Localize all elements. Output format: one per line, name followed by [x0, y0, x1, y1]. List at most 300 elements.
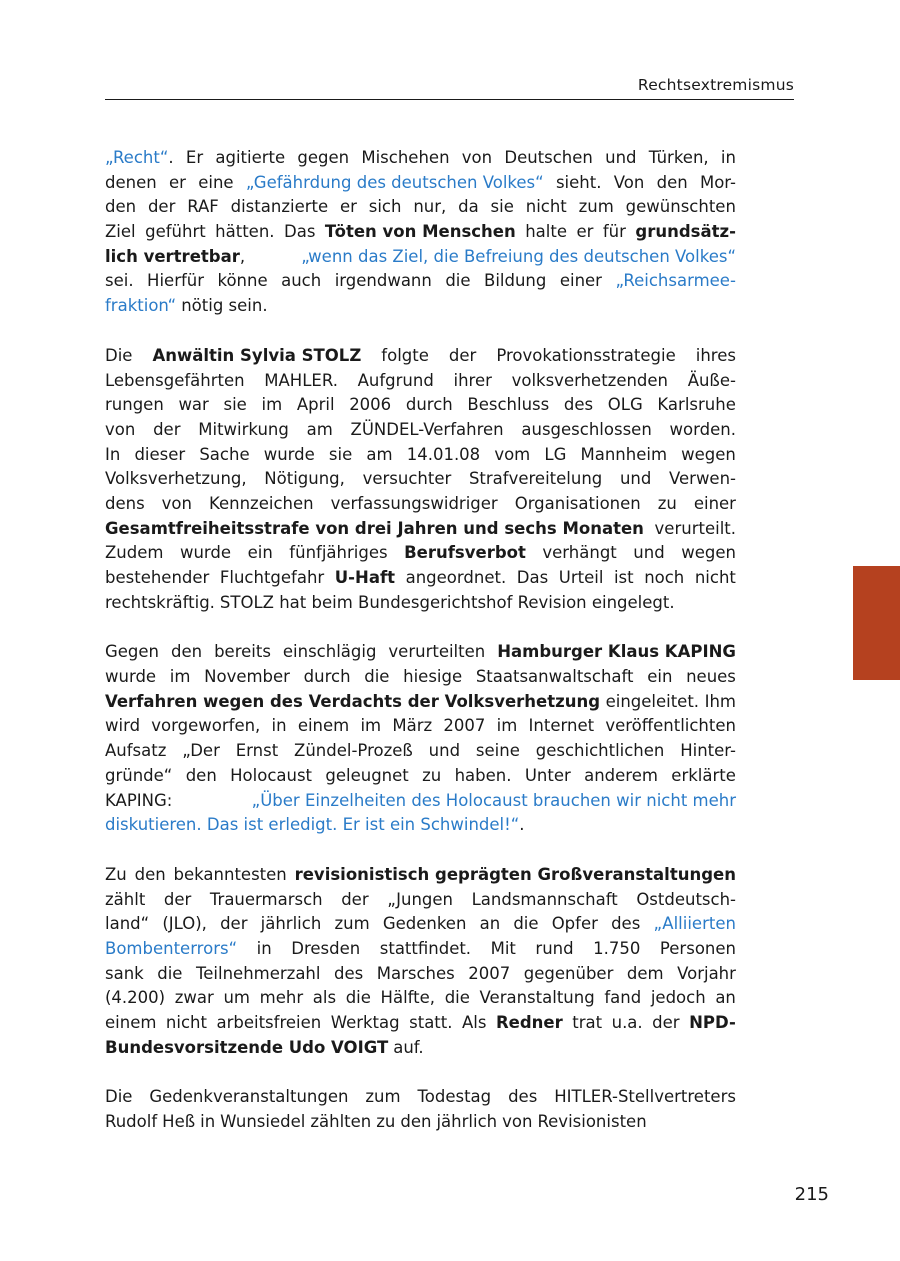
text-segment: irgendwann [334, 271, 432, 291]
text-segment: wurde [179, 543, 232, 563]
text-segment: Heß [162, 1112, 196, 1132]
text-segment: Fluchtgefahr [219, 568, 325, 587]
text-line [105, 393, 736, 418]
quoted-text: diskutieren. Das ist erledigt. Er ist ein Schwindel!“ [105, 815, 520, 835]
text-segment: Provokationsstrategie [496, 345, 676, 365]
text-segment: des [333, 963, 364, 983]
paragraph [105, 640, 736, 838]
quoted-text: „Alliierten [653, 914, 736, 934]
text-segment: . [168, 148, 174, 167]
text-segment: jährlich [436, 1112, 498, 1132]
text-segment: am [306, 419, 333, 439]
text-segment: versuchter [362, 469, 452, 489]
text-segment: KAPING: [105, 790, 173, 810]
text-segment: 2007 [468, 963, 511, 983]
text-segment: (JLO), [162, 914, 207, 934]
text-segment: und [619, 469, 652, 489]
text-segment: eine [198, 172, 234, 192]
text-segment: gründe“ [105, 765, 173, 785]
text-line [105, 369, 736, 394]
text-segment: Unter [524, 765, 571, 785]
text-segment: im [496, 716, 518, 736]
text-segment: trat [572, 1013, 603, 1032]
text-segment: nicht [525, 197, 567, 217]
text-segment: neues [686, 667, 736, 687]
chapter-side-tab [853, 566, 900, 680]
text-line [105, 517, 736, 542]
text-segment: u.a. [611, 1013, 643, 1032]
text-segment: hätten. [215, 222, 275, 242]
text-segment: Lebensgefährten [105, 370, 245, 390]
text-segment: bekanntesten [173, 864, 287, 884]
text-segment: Zu [105, 864, 127, 884]
text-segment: geschichtlichen [535, 741, 665, 761]
text-segment: von [105, 419, 136, 439]
text-segment: fand [604, 988, 642, 1008]
text-line [105, 541, 736, 566]
quoted-text: „Recht“ [105, 148, 169, 167]
text-segment: OLG [607, 395, 643, 415]
text-segment: Karlsruhe [657, 395, 736, 415]
text-segment: die [444, 988, 470, 1008]
text-segment: mehr [259, 988, 304, 1008]
text-segment: 2007 [443, 716, 486, 736]
text-segment: Hinter- [680, 741, 736, 761]
text-segment: auch [281, 271, 322, 291]
text-segment: distanzierte [230, 197, 329, 217]
text-segment: Mor- [699, 172, 736, 192]
text-segment: Aufgrund [357, 370, 434, 390]
body-text [105, 146, 736, 1160]
text-segment: Holocaust [230, 765, 313, 785]
text-segment: haben. [454, 765, 512, 785]
text-segment: in [271, 716, 287, 736]
text-line [105, 912, 736, 937]
paragraph [105, 863, 736, 1061]
text-line [105, 714, 736, 739]
bold-text: Verfahren wegen des Verdachts der Volksverhetzung [105, 691, 601, 711]
text-segment: sieht. [555, 172, 602, 192]
text-segment: Nötigung, [264, 469, 345, 489]
text-segment: im [360, 716, 382, 736]
text-segment: des [508, 1087, 538, 1107]
text-segment: in [200, 1112, 216, 1132]
text-segment: Ziel [105, 222, 136, 242]
text-segment: der [220, 914, 248, 934]
text-segment: einem [105, 1013, 157, 1032]
text-segment: Urteil [558, 568, 604, 587]
text-line [105, 418, 736, 443]
text-segment: sich [368, 197, 402, 217]
paragraph [105, 146, 736, 319]
text-segment: Todestag [417, 1087, 492, 1107]
text-segment: erklärte [671, 765, 736, 785]
text-segment: eingeleitet. [605, 691, 700, 711]
text-segment: Ostdeutsch- [636, 889, 736, 909]
text-segment: die [157, 963, 183, 983]
text-group [105, 813, 525, 838]
text-line [105, 1011, 736, 1036]
text-segment: zum [365, 1087, 401, 1107]
bold-text: Bundesvorsitzende Udo VOIGT [105, 1037, 389, 1057]
running-header-title: Rechtsextremismus [637, 76, 794, 94]
text-segment: den [656, 172, 688, 192]
text-segment: Volksverhetzung, [105, 469, 247, 489]
text-segment: Hierfür [147, 271, 205, 291]
text-segment: Äuße- [687, 370, 736, 390]
text-segment: einer [693, 493, 736, 513]
text-segment: Gedenken [382, 914, 467, 934]
text-segment: einem [297, 716, 350, 736]
text-segment: verhängt [542, 543, 617, 563]
text-segment: statt. [409, 1013, 453, 1032]
text-segment: Die [105, 1087, 133, 1107]
text-segment: Trauermarsch [209, 889, 323, 909]
text-line [105, 789, 736, 814]
text-segment: volksverhetzenden [511, 370, 669, 390]
text-segment: zum [578, 197, 614, 217]
text-segment: agitierte [215, 148, 286, 167]
text-segment: Landsmannschaft [471, 889, 618, 909]
text-segment: sie [328, 444, 353, 464]
text-line [105, 813, 736, 838]
text-segment: Ernst [235, 741, 279, 761]
text-line [105, 1110, 736, 1135]
text-group [105, 146, 174, 171]
text-segment: nötig sein. [181, 296, 268, 316]
text-segment: er [168, 172, 186, 192]
text-segment: der [448, 345, 477, 365]
text-segment: Die [105, 345, 133, 365]
text-segment: land“ [105, 914, 150, 934]
text-segment: arbeitsfreien [216, 1013, 322, 1032]
bold-text: Anwältin Sylvia STOLZ [152, 345, 362, 365]
text-line [105, 467, 736, 492]
text-segment: von [161, 493, 192, 513]
text-segment: der [147, 197, 176, 217]
text-segment: im [169, 667, 191, 687]
text-segment: der [163, 889, 192, 909]
text-line [105, 245, 736, 270]
quoted-text: fraktion“ [105, 296, 177, 316]
text-segment: zählt [105, 889, 146, 909]
text-segment: ZÜNDEL-Verfahren [350, 419, 504, 439]
text-segment: Personen [659, 938, 736, 958]
bold-text: Gesamtfreiheitsstrafe von drei Jahren und sechs Monaten [105, 518, 644, 538]
text-line [105, 146, 736, 171]
text-segment: April [296, 395, 335, 415]
text-line [105, 1085, 736, 1110]
text-segment: anderem [584, 765, 658, 785]
text-segment: STOLZ hat beim Bundesgerichtshof Revision eingelegt. [219, 592, 675, 612]
text-segment: 1.750 [593, 938, 641, 958]
text-segment: nur, [413, 197, 447, 217]
text-segment: Mannheim [580, 444, 668, 464]
text-segment: verurteilten [388, 642, 486, 662]
text-segment: des [611, 914, 641, 934]
text-segment: Opfer [551, 914, 598, 934]
text-segment: durch [303, 667, 351, 687]
text-segment: wurde [105, 667, 157, 687]
text-segment: den [134, 864, 166, 884]
text-segment: Dresden [291, 938, 361, 958]
bold-text: Hamburger Klaus KAPING [497, 642, 736, 662]
text-segment: die [513, 914, 539, 934]
text-line [105, 591, 736, 616]
text-group [105, 245, 245, 270]
text-segment: war [178, 395, 209, 415]
text-segment: die [364, 667, 390, 687]
text-segment: nicht [694, 568, 736, 587]
text-line [105, 566, 736, 591]
text-line [105, 640, 736, 665]
text-segment: Werktag [330, 1013, 400, 1032]
text-segment: sie [490, 197, 514, 217]
text-segment: gegenüber [523, 963, 614, 983]
header-rule [105, 99, 794, 100]
text-segment: noch [644, 568, 685, 587]
text-segment: an [715, 988, 736, 1008]
text-segment: Gedenkveranstaltungen [149, 1087, 349, 1107]
paragraph [105, 344, 736, 616]
text-segment: da [458, 197, 479, 217]
text-segment: der [652, 1013, 680, 1032]
text-segment: denen [105, 172, 157, 192]
text-segment: März [392, 716, 433, 736]
text-segment: 2006 [349, 395, 392, 415]
text-segment: Strafvereitelung [468, 469, 603, 489]
text-segment: hiesige [403, 667, 463, 687]
text-segment: von [502, 1112, 533, 1132]
text-segment: die [345, 988, 371, 1008]
text-segment: Sache [199, 444, 250, 464]
text-segment: zum [334, 914, 370, 934]
text-line [105, 665, 736, 690]
text-segment: Marsches [376, 963, 455, 983]
text-segment: dem [626, 963, 664, 983]
text-segment: 14.01.08 [406, 444, 481, 464]
text-segment: der [341, 889, 369, 909]
text-segment: worden. [669, 419, 736, 439]
page-number: 215 [794, 1184, 829, 1205]
text-segment: Organisationen [514, 493, 641, 513]
text-segment: vorgeworfen, [151, 716, 261, 736]
text-segment: an [479, 914, 501, 934]
text-segment: . [519, 815, 525, 835]
text-segment: er [576, 222, 594, 242]
text-segment: „Jungen [387, 889, 453, 909]
text-segment: gewünschten [625, 197, 736, 217]
text-segment: Veranstaltung [479, 988, 595, 1008]
text-segment: Wunsiedel [220, 1112, 306, 1132]
text-segment: LG [544, 444, 567, 464]
text-segment: einer [559, 271, 602, 291]
text-segment: zwar [174, 988, 214, 1008]
text-segment: Hälfte, [380, 988, 436, 1008]
bold-text: Redner [495, 1013, 563, 1032]
text-segment: Türken, [648, 148, 709, 167]
text-segment: ist [613, 568, 634, 587]
bold-text: grundsätz- [635, 222, 736, 242]
text-segment: durch [405, 395, 453, 415]
text-segment: Ihm [704, 691, 736, 711]
text-segment: Revisionisten [537, 1112, 647, 1132]
text-segment: den [185, 765, 217, 785]
text-segment: folgte [381, 345, 429, 365]
bold-text: U-Haft [334, 568, 396, 587]
text-segment: geleugnet [325, 765, 409, 785]
text-segment: Mitwirkung [198, 419, 289, 439]
text-line [105, 962, 736, 987]
text-segment: Mischehen [361, 148, 450, 167]
text-segment: RAF [187, 197, 219, 217]
text-line [105, 195, 736, 220]
text-segment: und [605, 148, 637, 167]
text-segment: dens [105, 493, 145, 513]
text-segment: in [256, 938, 272, 958]
text-segment: den [171, 642, 203, 662]
text-segment: fünfjähriges [289, 543, 388, 563]
text-line [105, 986, 736, 1011]
text-segment: ein [247, 543, 273, 563]
text-segment: sie [223, 395, 247, 415]
text-line [105, 690, 736, 715]
text-segment: angeordnet. [405, 568, 507, 587]
text-segment: verurteilt. [654, 518, 736, 538]
text-line [105, 344, 736, 369]
text-segment: bereits [214, 642, 271, 662]
text-segment: Von [613, 172, 645, 192]
text-segment: Staatsanwaltschaft [475, 667, 634, 687]
text-segment: Verwen- [669, 469, 736, 489]
text-segment: am [366, 444, 393, 464]
text-line [105, 764, 736, 789]
paragraph [105, 1085, 736, 1134]
text-segment: wird [105, 716, 141, 736]
text-segment: den [105, 197, 137, 217]
text-segment: jährlich [260, 914, 322, 934]
text-segment: von [461, 148, 493, 167]
text-segment: „Der [182, 741, 220, 761]
text-segment: MAHLER. [264, 370, 338, 390]
text-segment: November [204, 667, 290, 687]
text-segment: Deutschen [504, 148, 593, 167]
text-segment: der [153, 419, 181, 439]
bold-text: lich vertretbar [105, 246, 240, 266]
text-line [105, 171, 736, 196]
text-line [105, 492, 736, 517]
text-segment: um [223, 988, 250, 1008]
quoted-text: „Gefährdung des deutschen Volkes“ [245, 172, 544, 192]
text-line [105, 269, 736, 294]
text-segment: stattfindet. [379, 938, 472, 958]
bold-text: revisionistisch geprägten Großveranstaltungen [294, 864, 736, 884]
text-segment: als [312, 988, 337, 1008]
text-segment: Das [284, 222, 316, 242]
text-line [105, 888, 736, 913]
text-segment: Kennzeichen [208, 493, 314, 513]
text-line [105, 294, 736, 319]
text-line [105, 1036, 736, 1061]
quoted-text: Bombenterrors“ [105, 938, 238, 958]
bold-text: NPD- [689, 1013, 736, 1032]
quoted-text: „Reichsarmee- [615, 271, 736, 291]
text-segment: geführt [145, 222, 206, 242]
text-segment: ihrer [453, 370, 492, 390]
text-line [105, 863, 736, 888]
text-segment: seine [475, 741, 520, 761]
text-segment: dieser [134, 444, 186, 464]
text-segment: im [261, 395, 283, 415]
text-segment: Aufsatz [105, 741, 167, 761]
text-segment: jedoch [650, 988, 706, 1008]
text-segment: , [239, 246, 246, 266]
text-segment: einschlägig [282, 642, 377, 662]
text-segment: halte [525, 222, 567, 242]
text-line [105, 937, 736, 962]
text-line [105, 739, 736, 764]
text-segment: Internet [528, 716, 595, 736]
text-segment: sei. [105, 271, 134, 291]
text-segment: zu [376, 1112, 396, 1132]
text-segment: Gegen [105, 642, 160, 662]
text-segment: ein [647, 667, 673, 687]
text-segment: wurde [263, 444, 315, 464]
text-line [105, 443, 736, 468]
text-segment: Vorjahr [677, 963, 736, 983]
bold-text: Berufsverbot [404, 543, 526, 563]
text-segment: er [339, 197, 357, 217]
text-segment: sank [105, 963, 144, 983]
text-segment: ihres [695, 345, 736, 365]
text-segment: Teilnehmerzahl [195, 963, 321, 983]
text-segment: des [563, 395, 594, 415]
quoted-text: „Über Einzelheiten des Holocaust brauchen wir nicht mehr [251, 790, 736, 810]
text-segment: Rudolf [105, 1112, 158, 1132]
text-segment: Beschluss [467, 395, 550, 415]
text-segment: zu [657, 493, 677, 513]
text-segment: und [428, 741, 461, 761]
text-segment: vom [494, 444, 531, 464]
text-segment: Zudem [105, 543, 164, 563]
text-segment: veröffentlichten [605, 716, 736, 736]
text-segment: Das [516, 568, 549, 587]
text-segment: In [105, 444, 121, 464]
text-segment: Mit [490, 938, 516, 958]
text-segment: bestehender [105, 568, 210, 587]
text-segment: gegen [297, 148, 350, 167]
text-segment: rungen [105, 395, 164, 415]
text-segment: Als [462, 1013, 487, 1032]
quoted-text: „wenn das Ziel, die Befreiung des deutschen Volkes“ [301, 246, 736, 266]
text-segment: für [602, 222, 626, 242]
text-segment: zu [422, 765, 442, 785]
text-segment: Bildung [484, 271, 547, 291]
text-segment: Zündel-Prozeß [294, 741, 413, 761]
text-segment: zählten [310, 1112, 372, 1132]
text-segment: die [445, 271, 471, 291]
text-segment: und [633, 543, 665, 563]
text-segment: Er [185, 148, 204, 167]
text-segment: wegen [681, 543, 736, 563]
text-segment: (4.200) [105, 988, 166, 1008]
text-segment: könne [217, 271, 268, 291]
bold-text: Töten von Menschen [324, 222, 516, 242]
text-segment: auf. [393, 1037, 424, 1057]
text-line [105, 220, 736, 245]
text-segment: nicht [165, 1013, 207, 1032]
text-segment: ausgeschlossen [521, 419, 652, 439]
